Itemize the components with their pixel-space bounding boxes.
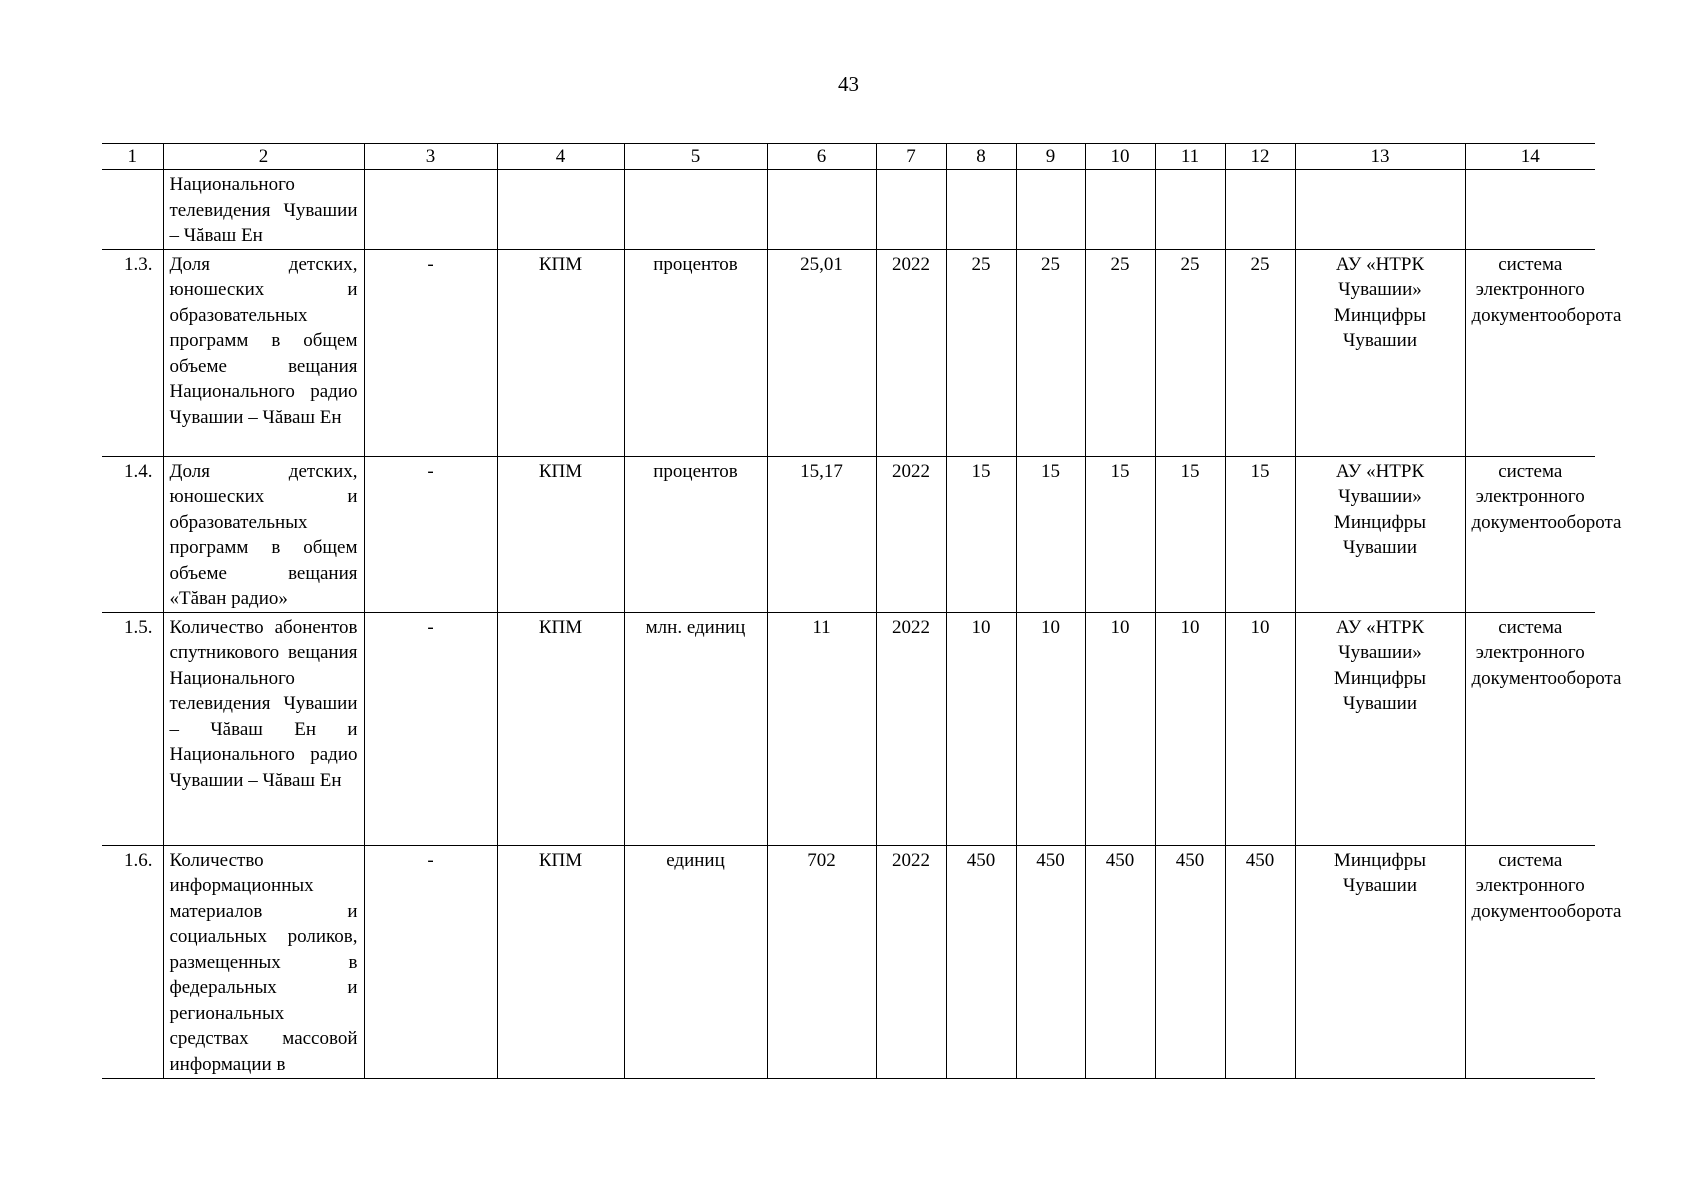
cell: - xyxy=(364,249,497,456)
cell: КПМ xyxy=(497,249,624,456)
cell: единиц xyxy=(624,845,767,1078)
cell: 25 xyxy=(1085,249,1155,456)
column-number: 13 xyxy=(1295,144,1465,170)
cell: 10 xyxy=(1225,612,1295,845)
row-number: 1.4. xyxy=(102,456,163,612)
cell: 25,01 xyxy=(767,249,876,456)
cell: млн. единиц xyxy=(624,612,767,845)
cell: 2022 xyxy=(876,612,946,845)
row-number: 1.6. xyxy=(102,845,163,1078)
column-number-row xyxy=(102,144,1595,170)
row-number: 1.5. xyxy=(102,612,163,845)
row-number: 1.3. xyxy=(102,249,163,456)
cell: система электронного документооборота xyxy=(1465,612,1595,845)
cell: АУ «НТРК Чувашии» Минцифры Чувашии xyxy=(1295,249,1465,456)
cell: система электронного документооборота xyxy=(1465,456,1595,612)
cell xyxy=(497,170,624,250)
column-number: 10 xyxy=(1085,144,1155,170)
cell: 10 xyxy=(1155,612,1225,845)
table-row xyxy=(102,612,1595,845)
cell xyxy=(767,170,876,250)
cell: процентов xyxy=(624,249,767,456)
cell: АУ «НТРК Чувашии» Минцифры Чувашии xyxy=(1295,612,1465,845)
cell: - xyxy=(364,612,497,845)
cell: система электронного документооборота xyxy=(1465,845,1595,1078)
cell xyxy=(364,170,497,250)
cell xyxy=(1225,170,1295,250)
cell: 450 xyxy=(1016,845,1085,1078)
cell: 2022 xyxy=(876,845,946,1078)
cell xyxy=(624,170,767,250)
cell: 25 xyxy=(946,249,1016,456)
cell: 15 xyxy=(1225,456,1295,612)
cell xyxy=(1465,170,1595,250)
column-number: 7 xyxy=(876,144,946,170)
indicator-name: Национального телевидения Чувашии – Чăваш Ен xyxy=(163,170,364,250)
cell: процентов xyxy=(624,456,767,612)
column-number: 1 xyxy=(102,144,163,170)
cell: КПМ xyxy=(497,456,624,612)
cell: 10 xyxy=(946,612,1016,845)
cell: - xyxy=(364,845,497,1078)
cell: - xyxy=(364,456,497,612)
column-number: 14 xyxy=(1465,144,1595,170)
page-number: 43 xyxy=(838,72,859,96)
column-number: 9 xyxy=(1016,144,1085,170)
cell: система электронного документооборота xyxy=(1465,249,1595,456)
cell: 15,17 xyxy=(767,456,876,612)
cell: 450 xyxy=(946,845,1016,1078)
table-row xyxy=(102,249,1595,456)
cell: 25 xyxy=(1225,249,1295,456)
cell: 15 xyxy=(1155,456,1225,612)
column-number: 11 xyxy=(1155,144,1225,170)
cell xyxy=(1295,170,1465,250)
cell: 15 xyxy=(1085,456,1155,612)
cell xyxy=(1085,170,1155,250)
cell: 15 xyxy=(1016,456,1085,612)
cell: 10 xyxy=(1016,612,1085,845)
cell xyxy=(946,170,1016,250)
indicators-table xyxy=(102,143,1622,1079)
indicator-name: Количество информационных материалов и социальных роликов, размещенных в федеральных и региональных средствах массовой информации в xyxy=(163,845,364,1078)
indicator-name: Количество абонентов спутникового вещания Национального телевидения Чувашии – Чăваш Ен и Национального радио Чувашии – Чăваш Ен xyxy=(163,612,364,845)
cell: 450 xyxy=(1085,845,1155,1078)
cell: 10 xyxy=(1085,612,1155,845)
table-row xyxy=(102,170,1595,250)
column-number: 8 xyxy=(946,144,1016,170)
cell: Минцифры Чувашии xyxy=(1295,845,1465,1078)
cell: 2022 xyxy=(876,456,946,612)
column-number: 2 xyxy=(163,144,364,170)
cell xyxy=(1016,170,1085,250)
column-number: 3 xyxy=(364,144,497,170)
cell: 11 xyxy=(767,612,876,845)
cell: 15 xyxy=(946,456,1016,612)
table-row xyxy=(102,845,1595,1078)
column-number: 6 xyxy=(767,144,876,170)
row-number xyxy=(102,170,163,250)
column-number: 12 xyxy=(1225,144,1295,170)
cell xyxy=(1155,170,1225,250)
cell: КПМ xyxy=(497,612,624,845)
cell: 450 xyxy=(1155,845,1225,1078)
cell xyxy=(876,170,946,250)
table-row xyxy=(102,456,1595,612)
cell: 2022 xyxy=(876,249,946,456)
column-number: 5 xyxy=(624,144,767,170)
indicator-name: Доля детских, юношеских и образовательных программ в общем объеме вещания Национального радио Чувашии – Чăваш Ен xyxy=(163,249,364,456)
cell: АУ «НТРК Чувашии» Минцифры Чувашии xyxy=(1295,456,1465,612)
indicator-name: Доля детских, юношеских и образовательных программ в общем объеме вещания «Тăван радио» xyxy=(163,456,364,612)
cell: 25 xyxy=(1016,249,1085,456)
cell: 450 xyxy=(1225,845,1295,1078)
column-number: 4 xyxy=(497,144,624,170)
cell: 25 xyxy=(1155,249,1225,456)
cell: КПМ xyxy=(497,845,624,1078)
cell: 702 xyxy=(767,845,876,1078)
